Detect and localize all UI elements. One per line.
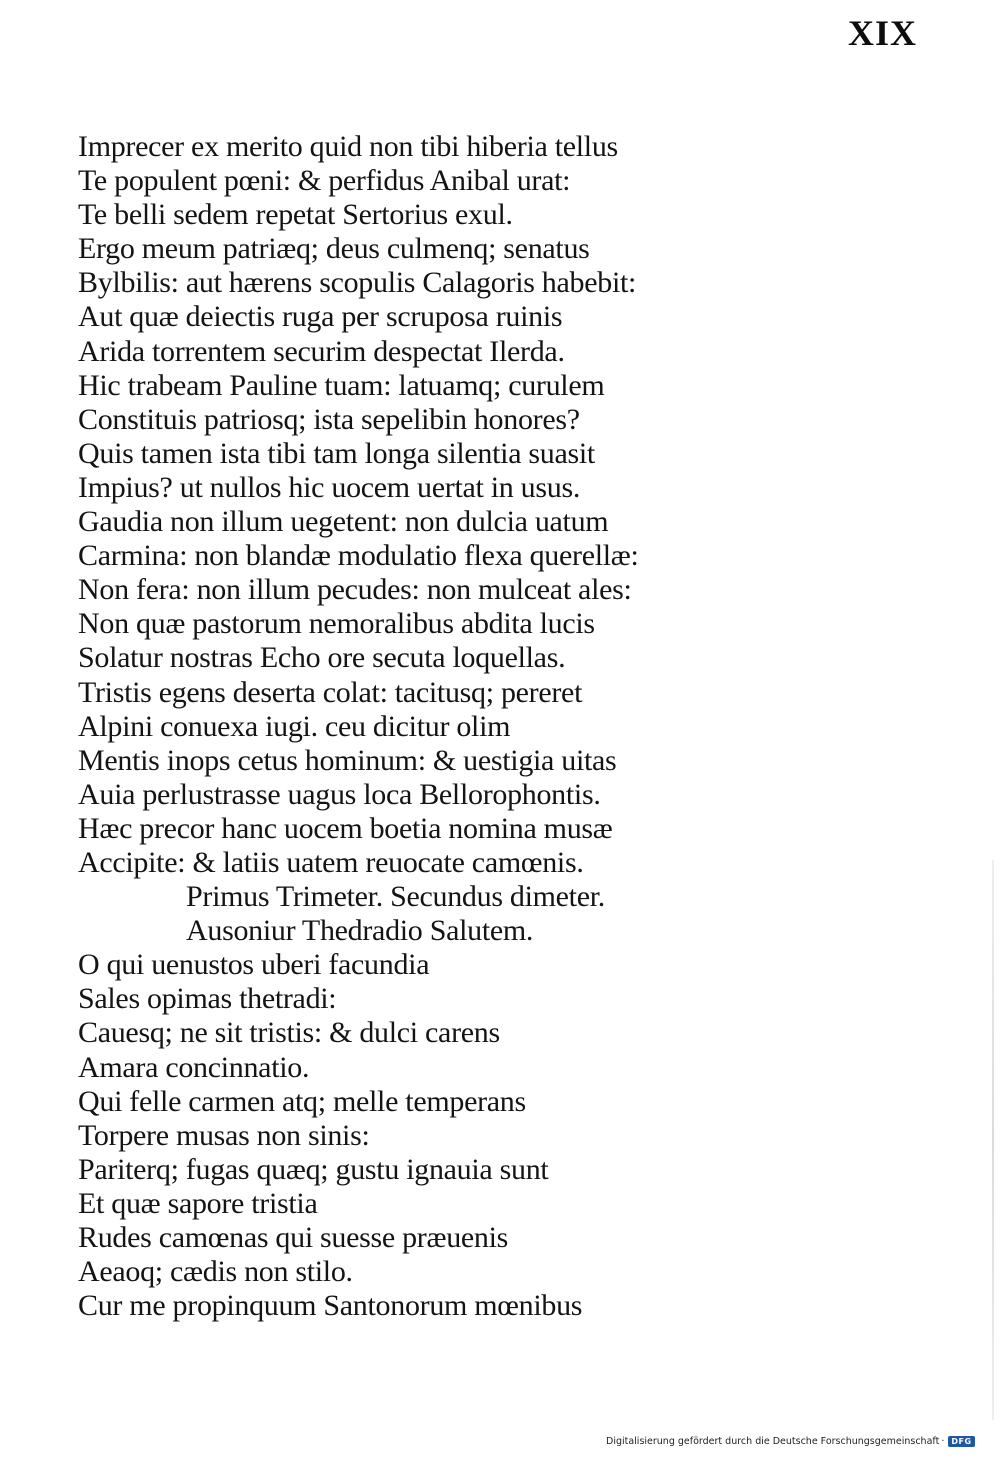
text-line: Aut quæ deiectis ruga per scruposa ruinis [78,300,563,334]
text-line: O qui uenustos uberi facundia [78,948,430,982]
text-line: Aeaoq; cædis non stilo. [78,1255,353,1289]
folio-number: XIX [848,13,918,53]
text-line: Amara concinnatio. [78,1050,310,1084]
text-line: Cur me propinquum Santonorum mœnibus [78,1289,583,1323]
text-line: Gaudia non illum uegetent: non dulcia uatum [78,505,609,539]
text-line: Bylbilis: aut hærens scopulis Calagoris habebit: [78,266,637,300]
text-line: Rudes camœnas qui suesse præuenis [78,1221,509,1254]
text-line: Primus Trimeter. Secundus dimeter. [186,880,605,914]
text-line: Non quæ pastorum nemoralibus abdita lucis [78,607,595,641]
text-line: Accipite: & latiis uatem reuocate camœnis. [78,845,584,879]
credit-text: Digitalisierung gefördert durch die Deutsche Forschungsgemeinschaft [606,1436,940,1447]
text-line: Mentis inops cetus hominum: & uestigia uitas [78,743,617,777]
text-line: Sales opimas thetradi: [78,982,337,1016]
text-line: Solatur nostras Echo ore secuta loquellas. [78,641,566,675]
credit-separator: · [941,1436,945,1447]
text-line: Imprecer ex merito quid non tibi hiberia tellus [78,130,618,163]
text-line: Constituis patriosq; ista sepelibin honores? [78,402,580,436]
digitization-credit [606,1436,975,1447]
text-line: Te populent pœni: & perfidus Anibal urat: [78,164,571,198]
text-line: Ausoniur Thedradio Salutem. [186,914,534,948]
text-line: Et quæ sapore tristia [78,1186,318,1220]
text-line: Qui felle carmen atq; melle temperans [78,1084,526,1118]
text-line: Hæc precor hanc uocem boetia nomina musæ [78,811,613,845]
page-edge-shadow [992,860,994,1420]
text-line: Torpere musas non sinis: [78,1118,370,1152]
text-line: Hic trabeam Pauline tuam: latuamq; curulem [78,368,605,402]
text-line: Pariterq; fugas quæq; gustu ignauia sunt [78,1152,549,1186]
text-line: Auia perlustrasse uagus loca Bellorophontis. [78,777,601,811]
poem-text-block [78,130,778,1323]
text-line: Ergo meum patriæq; deus culmenq; senatus [78,232,590,266]
text-line: Quis tamen ista tibi tam longa silentia suasit [78,436,595,470]
dfg-logo-icon: DFG [948,1436,974,1447]
text-line: Te belli sedem repetat Sertorius exul. [78,198,513,232]
text-line: Tristis egens deserta colat: tacitusq; pereret [78,675,583,709]
text-line: Arida torrentem securim despectat Ilerda. [78,334,565,368]
text-line: Impius? ut nullos hic uocem uertat in usus. [78,470,581,504]
text-line: Carmina: non blandæ modulatio flexa querellæ: [78,539,639,573]
text-line: Non fera: non illum pecudes: non mulceat ales: [78,573,632,607]
text-line: Alpini conuexa iugi. ceu dicitur olim [78,709,511,743]
text-line: Cauesq; ne sit tristis: & dulci carens [78,1016,500,1050]
